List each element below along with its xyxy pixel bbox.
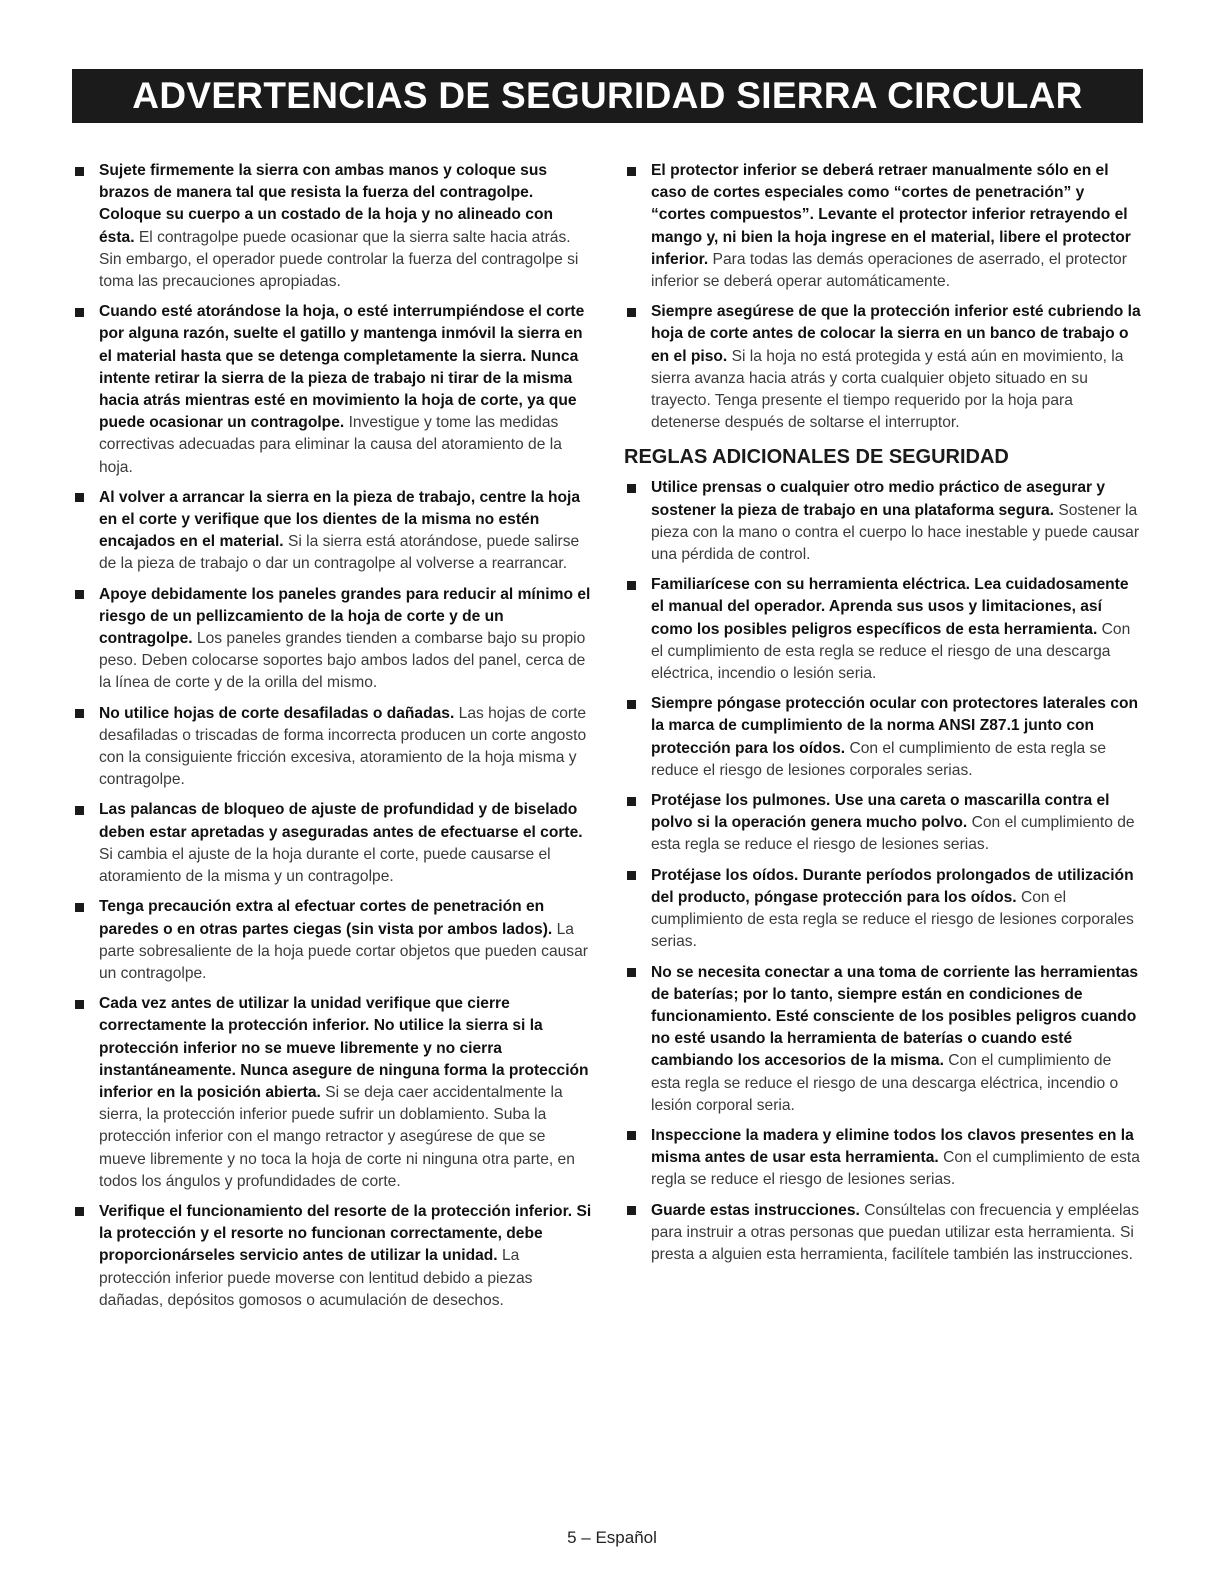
square-bullet-icon <box>627 1131 636 1140</box>
warning-bold-text: Las palancas de bloqueo de ajuste de profundidad y de biselado deben estar apretadas y aseguradas antes de efectuarse el corte. <box>99 801 583 841</box>
rule-item <box>624 574 1142 685</box>
warning-body-text: Las hojas de corte desafiladas o triscadas de forma incorrecta producen un corte angosto con la consiguiente fricción excesiva, atoramiento de la hoja misma y contragolpe. <box>99 704 587 789</box>
warning-body-text: Si se deja caer accidentalmente la sierra, la protección inferior puede sufrir un doblamiento. Suba la protección inferior con el mango retractor y asegúrese de que se mueve libremente y no toca la hoja de corte ni ninguna otra parte, en todos los ángulos y profundidades de corte. <box>99 1083 575 1190</box>
rule-body-text: Con el cumplimiento de esta regla se reduce el riesgo de lesiones serias. <box>651 1149 1140 1189</box>
square-bullet-icon <box>75 709 84 718</box>
warning-body-text: La parte sobresaliente de la hoja puede cortar objetos que pueden causar un contragolpe. <box>99 920 588 982</box>
rule-item <box>624 865 1142 954</box>
warning-body-text: Los paneles grandes tienden a combarse bajo su propio peso. Deben colocarse soportes bajo ambos lados del panel, cerca de la línea de corte y de la orilla del mismo. <box>99 630 586 692</box>
warning-bold-text: Apoye debidamente los paneles grandes para reducir al mínimo el riesgo de un pellizcamiento de la hoja de corte y de un contragolpe. <box>99 585 591 648</box>
warning-bold-text: No utilice hojas de corte desafiladas o dañadas. <box>99 704 455 722</box>
warning-item <box>72 301 592 479</box>
rule-item <box>624 1125 1142 1192</box>
warning-item <box>72 799 592 888</box>
left-column <box>72 160 592 1320</box>
warning-item <box>624 301 1142 434</box>
square-bullet-icon <box>627 581 636 590</box>
rule-item <box>624 790 1142 857</box>
warning-body-text: El contragolpe puede ocasionar que la sierra salte hacia atrás. Sin embargo, el operador puede controlar la fuerza del contragolpe si toma las precauciones apropiadas. <box>99 228 579 291</box>
square-bullet-icon <box>627 968 636 977</box>
warning-item <box>72 1201 592 1312</box>
warning-body-text: Investigue y tome las medidas correctivas adecuadas para eliminar la causa del atoramiento de la hoja. <box>99 414 562 476</box>
square-bullet-icon <box>627 308 636 317</box>
warning-bold-text: Tenga precaución extra al efectuar cortes de penetración en paredes o en otras partes ciegas (sin vista por ambos lados). <box>99 898 553 938</box>
header-bar <box>72 69 1143 123</box>
warning-body-text: Si la sierra está atorándose, puede salirse de la pieza de trabajo o dar un contragolpe al volverse a rearrancar. <box>99 533 580 573</box>
square-bullet-icon <box>627 484 636 493</box>
rule-body-text: Con el cumplimiento de esta regla se reduce el riesgo de una descarga eléctrica, incendio o lesión corporal seria. <box>651 1052 1119 1114</box>
rule-item <box>624 693 1142 782</box>
square-bullet-icon <box>75 590 84 599</box>
warning-bold-text: Sujete firmemente la sierra con ambas manos y coloque sus brazos de manera tal que resista la fuerza del contragolpe. Coloque su cuerpo a un costado de la hoja y no alineado con ésta. <box>99 162 554 246</box>
square-bullet-icon <box>75 806 84 815</box>
rule-body-text: Con el cumplimiento de esta regla se reduce el riesgo de lesiones corporales serias. <box>651 888 1134 951</box>
square-bullet-icon <box>75 903 84 912</box>
rule-item <box>624 1200 1142 1267</box>
rule-body-text: Con el cumplimiento de esta regla se reduce el riesgo de lesiones serias. <box>651 814 1135 854</box>
rule-bold-text: Inspeccione la madera y elimine todos los clavos presentes en la misma antes de usar esta herramienta. <box>651 1126 1134 1167</box>
square-bullet-icon <box>75 1000 84 1009</box>
rule-bold-text: No se necesita conectar a una toma de corriente las herramientas de baterías; por lo tanto, siempre están en condiciones de funcionamiento. Esté consciente de los posibles peligros cuando no esté usando la herramienta de baterías o cuando esté cambiando los accesorios de la misma. <box>651 963 1139 1070</box>
section-heading: REGLAS ADICIONALES DE SEGURIDAD <box>624 446 1009 469</box>
square-bullet-icon <box>627 871 636 880</box>
square-bullet-icon <box>627 1206 636 1215</box>
square-bullet-icon <box>75 308 84 317</box>
rule-item <box>624 477 1142 566</box>
rule-bold-text: Siempre póngase protección ocular con protectores laterales con la marca de cumplimiento de la norma ANSI Z87.1 junto con protección para los oídos. <box>651 695 1139 757</box>
warning-bold-text: Siempre asegúrese de que la protección inferior esté cubriendo la hoja de corte antes de colocar la sierra en un banco de trabajo o en el piso. <box>651 303 1141 365</box>
warning-body-text: Si cambia el ajuste de la hoja durante el corte, puede causarse el atoramiento de la misma y un contragolpe. <box>99 845 551 886</box>
page-title: ADVERTENCIAS DE SEGURIDAD SIERRA CIRCULAR <box>132 75 1083 116</box>
rule-body-text: Con el cumplimiento de esta regla se reduce el riesgo de lesiones corporales serias. <box>651 739 1107 779</box>
rule-body-text: Sostener la pieza con la mano o contra el cuerpo lo hace inestable y puede causar una pérdida de control. <box>651 501 1140 564</box>
rule-bold-text: Protéjase los pulmones. Use una careta o mascarilla contra el polvo si la operación genera mucho polvo. <box>651 792 1110 832</box>
page-number: 5 – Español <box>567 1528 657 1547</box>
rule-body-text: Consúltelas con frecuencia y empléelas para instruir a otras personas que puedan utilizar esta herramienta. Si presta a alguien esta herramienta, facilítele también las instrucciones. <box>651 1201 1139 1263</box>
square-bullet-icon <box>75 167 84 176</box>
rule-bold-text: Utilice prensas o cualquier otro medio práctico de asegurar y sostener la pieza de trabajo en una plataforma segura. <box>651 479 1106 519</box>
rule-item <box>624 962 1142 1117</box>
warning-body-text: Para todas las demás operaciones de aserrado, el protector inferior se deberá operar automáticamente. <box>651 250 1127 291</box>
rule-bold-text: Familiarícese con su herramienta eléctrica. Lea cuidadosamente el manual del operador. Aprenda sus usos y limitaciones, así como los posibles peligros específicos de esta herramienta. <box>651 576 1129 638</box>
warning-item <box>72 584 592 695</box>
warning-item <box>72 160 592 293</box>
square-bullet-icon <box>75 1207 84 1216</box>
rule-body-text: Con el cumplimiento de esta regla se reduce el riesgo de una descarga eléctrica, incendio o lesión seria. <box>651 620 1131 683</box>
warning-bold-text: Cuando esté atorándose la hoja, o esté interrumpiéndose el corte por alguna razón, suelte el gatillo y mantenga inmóvil la sierra en el material hasta que se detenga completamente la sierra. Nunca intente retirar la sierra de la pieza de trabajo ni tirar de la misma hacia atrás mientras esté en movimiento la hoja de corte, ya que puede ocasionar un contragolpe. <box>99 303 585 432</box>
warning-bold-text: El protector inferior se deberá retraer manualmente sólo en el caso de cortes especiales como “cortes de penetración” y “cortes compuestos”. Levante el protector inferior retrayendo el mango y, ni bien la hoja ingrese en el material, libere el protector inferior. <box>651 162 1131 268</box>
warning-item <box>72 703 592 792</box>
warning-bold-text: Al volver a arrancar la sierra en la pieza de trabajo, centre la hoja en el corte y verifique que los dientes de la misma no estén encajados en el material. <box>99 488 581 551</box>
square-bullet-icon <box>627 700 636 709</box>
warning-body-text: La protección inferior puede moverse con lentitud debido a piezas dañadas, depósitos gomosos o acumulación de desechos. <box>99 1247 533 1309</box>
warning-item <box>72 487 592 576</box>
warning-body-text: Si la hoja no está protegida y está aún en movimiento, la sierra avanza hacia atrás y corta cualquier objeto situado en su trayecto. Tenga presente el tiempo requerido por la hoja para detenerse después de soltarse el interruptor. <box>651 347 1124 432</box>
warning-item <box>624 160 1142 293</box>
warning-item <box>72 993 592 1193</box>
right-column <box>624 160 1142 1274</box>
warning-item <box>72 896 592 985</box>
square-bullet-icon <box>627 797 636 806</box>
warning-bold-text: Verifique el funcionamiento del resorte de la protección inferior. Si la protección y el resorte no funcionan correctamente, debe proporcionárseles servicio antes de utilizar la unidad. <box>99 1202 592 1265</box>
rule-bold-text: Protéjase los oídos. Durante períodos prolongados de utilización del producto, póngase protección para los oídos. <box>651 866 1134 906</box>
warning-bold-text: Cada vez antes de utilizar la unidad verifique que cierre correctamente la protección inferior. No utilice la sierra si la protección inferior no se mueve libremente y no cierra instantáneamente. Nunca asegure de ninguna forma la protección inferior en la posición abierta. <box>99 995 589 1101</box>
square-bullet-icon <box>75 493 84 502</box>
rule-bold-text: Guarde estas instrucciones. <box>651 1201 860 1219</box>
square-bullet-icon <box>627 167 636 176</box>
